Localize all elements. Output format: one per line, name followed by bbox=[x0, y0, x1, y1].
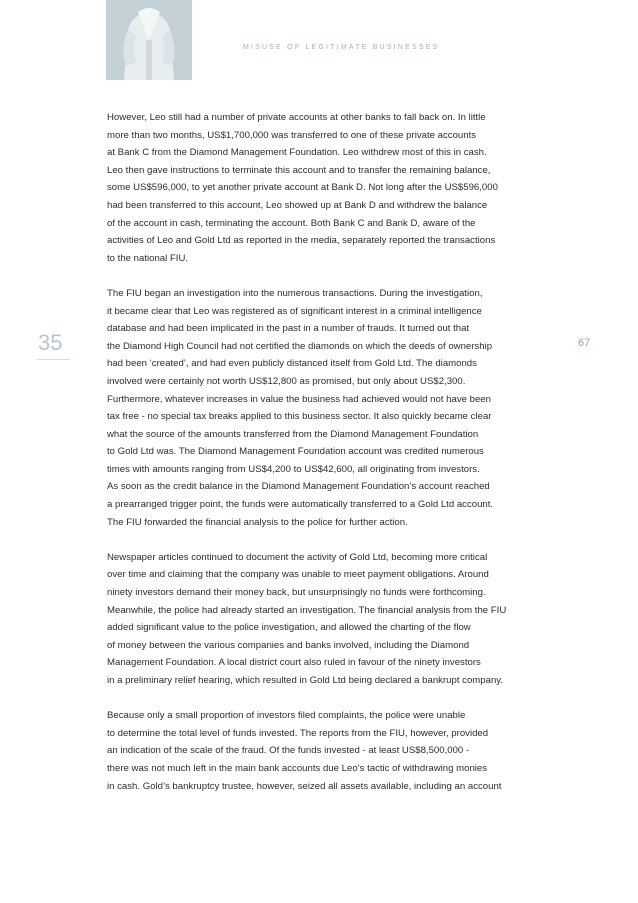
text-line: over time and claiming that the company was unable to meet payment obligations. Around bbox=[107, 569, 489, 581]
header-photo bbox=[106, 0, 192, 80]
text-line: As soon as the credit balance in the Diamond Management Foundation’s account reached bbox=[107, 481, 490, 493]
text-line: it became clear that Leo was registered as of significant interest in a criminal intelligence bbox=[107, 305, 482, 317]
body-paragraph bbox=[107, 549, 542, 690]
page-number: 67 bbox=[578, 337, 591, 349]
text-line: had been transferred to this account, Leo showed up at Bank D and withdrew the balance bbox=[107, 199, 488, 211]
text-line: ninety investors demand their money back, but unsurprisingly no funds were forthcoming. bbox=[107, 587, 486, 599]
text-line: an indication of the scale of the fraud. Of the funds invested - at least US$8,500,000 - bbox=[107, 745, 470, 757]
text-line: of the account in cash, terminating the account. Both Bank C and Bank D, aware of the bbox=[107, 217, 476, 229]
text-line: at Bank C from the Diamond Management Foundation. Leo withdrew most of this in cash. bbox=[107, 147, 487, 159]
text-line: Leo then gave instructions to terminate this account and to transfer the remaining balance, bbox=[107, 164, 491, 176]
text-line: However, Leo still had a number of private accounts at other banks to fall back on. In little bbox=[107, 112, 486, 123]
text-line: had been ‘created’, and had even publicly distanced itself from Gold Ltd. The diamonds bbox=[107, 358, 477, 370]
text-line: tax free - no special tax breaks applied to this business sector. It also quickly became clear bbox=[107, 411, 492, 423]
chapter-divider bbox=[37, 359, 70, 360]
text-line: in cash. Gold’s bankruptcy trustee, however, seized all assets available, including an account bbox=[107, 780, 502, 792]
body-text bbox=[107, 109, 542, 795]
text-line: involved were certainly not worth US$12,800 as promised, but only about US$2,300. bbox=[107, 375, 466, 387]
text-line: of money between the various companies and banks involved, including the Diamond bbox=[107, 639, 470, 651]
body-paragraph bbox=[107, 285, 542, 531]
text-line: in a preliminary relief hearing, which resulted in Gold Ltd being declared a bankrupt company. bbox=[107, 675, 504, 686]
text-line: more than two months, US$1,700,000 was transferred to one of these private accounts bbox=[107, 129, 477, 141]
person-silhouette-illustration bbox=[106, 0, 192, 80]
text-line: Furthermore, whatever increases in value the business had achieved would not have been bbox=[107, 393, 491, 405]
text-line: a prearranged trigger point, the funds were automatically transferred to a Gold Ltd account. bbox=[107, 499, 494, 511]
text-line: some US$596,000, to yet another private account at Bank D. Not long after the US$596,000 bbox=[107, 182, 498, 194]
text-line: there was not much left in the main bank accounts due Leo’s tactic of withdrawing monies bbox=[107, 762, 488, 774]
body-paragraph bbox=[107, 109, 542, 267]
text-line: Because only a small proportion of investors filed complaints, the police were unable bbox=[107, 710, 466, 722]
text-line: to determine the total level of funds invested. The reports from the FIU, however, provided bbox=[107, 727, 489, 739]
text-line: The FIU began an investigation into the numerous transactions. During the investigation, bbox=[107, 287, 483, 299]
body-paragraph bbox=[107, 707, 542, 795]
text-line: Newspaper articles continued to document the activity of Gold Ltd, becoming more critical bbox=[107, 551, 488, 563]
text-line: what the source of the amounts transferred from the Diamond Management Foundation bbox=[107, 428, 479, 440]
running-head: MISUSE OF LEGITIMATE BUSINESSES bbox=[243, 44, 440, 51]
text-line: Management Foundation. A local district court also ruled in favour of the ninety investors bbox=[107, 657, 481, 669]
text-line: database and had been implicated in the past in a number of frauds. It turned out that bbox=[107, 323, 470, 335]
text-line: activities of Leo and Gold Ltd as reported in the media, separately reported the transactions bbox=[107, 235, 496, 247]
chapter-number: 35 bbox=[38, 330, 63, 355]
text-line: The FIU forwarded the financial analysis to the police for further action. bbox=[107, 516, 408, 528]
text-line: added significant value to the police investigation, and allowed the charting of the flow bbox=[107, 622, 471, 634]
text-line: to Gold Ltd was. The Diamond Management Foundation account was credited numerous bbox=[107, 446, 484, 458]
text-line: times with amounts ranging from US$4,200 to US$42,600, all originating from investors. bbox=[107, 463, 480, 475]
text-line: Meanwhile, the police had already started an investigation. The financial analysis from the FIU bbox=[107, 604, 507, 616]
text-line: the Diamond High Council had not certified the diamonds on which the deeds of ownership bbox=[107, 340, 493, 352]
text-line: to the national FIU. bbox=[107, 252, 189, 264]
